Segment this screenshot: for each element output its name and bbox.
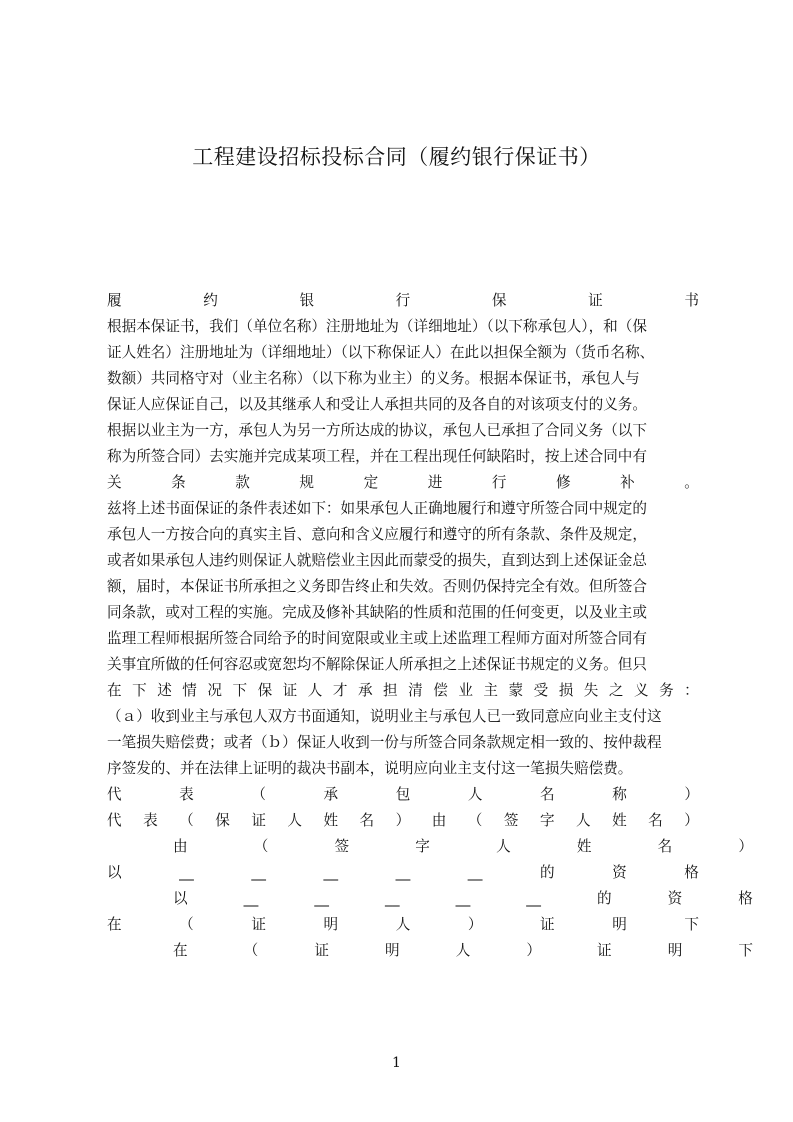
spaced-char: 名 <box>540 786 555 803</box>
paragraph-line: 序签发的、并在法律上证明的裁决书副本，说明应向业主支付这一笔损失赔偿费。 <box>107 760 633 777</box>
spaced-char: ） <box>684 812 699 829</box>
spaced-char: 在 <box>173 942 188 959</box>
spaced-char: 情 <box>182 682 197 699</box>
heading-char: 履 <box>107 292 122 309</box>
spaced-char: 在 <box>107 916 122 933</box>
spaced-char: 以 <box>173 890 188 907</box>
spaced-char: 名 <box>657 838 673 855</box>
signature-line-capacity-2 <box>173 886 753 912</box>
spaced-char: 行 <box>491 474 507 491</box>
blank-field: __ <box>314 890 329 907</box>
spaced-char: 。 <box>684 474 699 491</box>
heading-line <box>107 288 699 314</box>
spaced-char: 清 <box>408 682 423 699</box>
paragraph-line: 或者如果承包人违约则保证人就赔偿业主因此而蒙受的损失，直到达到上述保证金总 <box>107 552 647 569</box>
spaced-char: 受 <box>533 682 549 699</box>
spaced-char: 进 <box>427 474 443 491</box>
paragraph-line: 根据本保证书，我们（单位名称）注册地址为（详细地址）（以下称承包人），和（保 <box>107 318 647 335</box>
spaced-char: 明 <box>667 942 683 959</box>
paragraph-line: 证人姓名）注册地址为（详细地址）（以下称保证人）在此以担保全额为（货币名称、 <box>107 344 655 361</box>
spaced-char: 人 <box>576 812 591 829</box>
spaced-char: 修 <box>555 474 571 491</box>
blank-field: __ <box>251 864 266 881</box>
spaced-char: （ <box>253 838 269 855</box>
spaced-char: 明 <box>385 942 400 959</box>
spaced-char: 失 <box>583 682 599 699</box>
spaced-char: 下 <box>684 916 699 933</box>
spaced-char: 证 <box>597 942 612 959</box>
spaced-char: ） <box>467 916 483 933</box>
spaced-char: 业 <box>458 682 473 699</box>
spaced-char: 规 <box>299 474 315 491</box>
spaced-char: 明 <box>612 916 627 933</box>
spaced-char: ） <box>684 786 699 803</box>
spaced-char: 人 <box>467 786 483 803</box>
spaced-char: 格 <box>684 864 699 881</box>
signature-line-witness-2 <box>173 938 753 964</box>
spaced-char: 资 <box>612 864 627 881</box>
spaced-char: ） <box>395 812 411 829</box>
spaced-char: 包 <box>395 786 411 803</box>
spaced-char: 偿 <box>433 682 448 699</box>
blank-field: __ <box>526 890 541 907</box>
spaced-char: 称 <box>612 786 627 803</box>
spaced-char: 人 <box>287 812 302 829</box>
signature-line-capacity <box>107 860 699 886</box>
spaced-char: ： <box>684 682 699 699</box>
spaced-char: 人 <box>455 942 471 959</box>
paragraph-line: 保证人应保证自己，以及其继承人和受让人承担共同的及各自的对该项支付的义务。 <box>107 396 647 413</box>
spaced-char: 格 <box>738 890 753 907</box>
signature-line-guarantor <box>107 808 699 834</box>
paragraph-line: 承包人一方按合向的真实主旨、意向和含义应履行和遵守的所有条款、条件及规定， <box>107 526 647 543</box>
spaced-char: 代 <box>107 812 122 829</box>
page-number: 1 <box>392 1055 401 1071</box>
spaced-char: 证 <box>251 812 266 829</box>
spaced-char: 姓 <box>323 812 339 829</box>
spaced-char: 况 <box>207 682 222 699</box>
spaced-char: 下 <box>738 942 753 959</box>
spaced-char: 代 <box>107 786 122 803</box>
spaced-char: 签 <box>503 812 519 829</box>
blank-field: __ <box>395 864 411 881</box>
signature-line-signer <box>173 834 753 860</box>
spaced-char: 人 <box>496 838 511 855</box>
spaced-char: 补 <box>620 474 635 491</box>
spaced-char: 字 <box>539 812 555 829</box>
blank-field: __ <box>384 890 400 907</box>
blank-field: __ <box>243 890 259 907</box>
heading-char: 书 <box>684 292 699 309</box>
spaced-char: （ <box>179 812 194 829</box>
spaced-char: 证 <box>540 916 555 933</box>
spaced-char: 表 <box>179 786 194 803</box>
paragraph-line: 同条款，或对工程的实施。完成及修补其缺陷的性质和范围的任何变更，以及业主或 <box>107 604 647 621</box>
spaced-char: 务 <box>659 682 674 699</box>
spaced-char: 证 <box>314 942 329 959</box>
spaced-line <box>107 470 699 496</box>
spaced-char: 下 <box>232 682 248 699</box>
blank-field: __ <box>467 864 483 881</box>
spaced-char: 表 <box>143 812 158 829</box>
spaced-char: 由 <box>431 812 447 829</box>
spaced-char: 字 <box>415 838 430 855</box>
spaced-char: 证 <box>282 682 298 699</box>
spaced-char: 名 <box>648 812 663 829</box>
paragraph-line: 数额）共同格守对（业主名称）（以下称为业主）的义务。根据本保证书，承包人与 <box>107 370 640 387</box>
spaced-char: （ <box>467 812 483 829</box>
heading-char: 证 <box>588 292 603 309</box>
blank-field: __ <box>323 864 339 881</box>
spaced-char: 蒙 <box>508 682 524 699</box>
paragraph-line: 根据以业主为一方，承包人为另一方所达成的协议，承包人已承担了合同义务（以下 <box>107 422 647 439</box>
spaced-char: ） <box>526 942 541 959</box>
spaced-char: 明 <box>323 916 339 933</box>
spaced-char: 由 <box>173 838 188 855</box>
signature-line-witness <box>107 912 699 938</box>
spaced-char: 名 <box>359 812 375 829</box>
spaced-char: 在 <box>107 682 122 699</box>
spaced-char: 签 <box>334 838 350 855</box>
spaced-char: 款 <box>235 474 250 491</box>
spaced-char: 保 <box>257 682 273 699</box>
paragraph-line: 一笔损失赔偿费；或者（ｂ）保证人收到一份与所签合同条款规定相一致的、按仲裁程 <box>107 734 662 751</box>
blank-field: __ <box>179 864 194 881</box>
spaced-char: 证 <box>251 916 266 933</box>
spaced-char: 下 <box>132 682 147 699</box>
paragraph-line: 称为所签合同）去实施并完成某项工程，并在工程出现任何缺陷时，按上述合同中有 <box>107 448 647 465</box>
paragraph-line: （ａ）收到业主与承包人双方书面通知，说明业主与承包人已一致同意应向业主支付这 <box>107 708 662 725</box>
spaced-char: 人 <box>395 916 411 933</box>
signature-line-representative <box>107 782 699 808</box>
spaced-char: 担 <box>383 682 398 699</box>
spaced-char: 姓 <box>576 838 592 855</box>
spaced-char: （ <box>243 942 259 959</box>
blank-field: __ <box>455 890 471 907</box>
spaced-char: 承 <box>357 682 373 699</box>
document-title: 工程建设招标投标合同（履约银行保证书） <box>192 145 601 169</box>
spaced-char: ） <box>738 838 753 855</box>
spaced-char: 的 <box>539 864 555 881</box>
heading-char: 保 <box>491 292 507 309</box>
spaced-char: 条 <box>171 474 186 491</box>
paragraph-line: 关事宜所做的任何容忍或宽恕均不解除保证人所承担之上述保证书规定的义务。但只 <box>107 656 647 673</box>
spaced-char: 资 <box>667 890 683 907</box>
paragraph-line: 兹将上述书面保证的条件表述如下：如果承包人正确地履行和遵守所签合同中规定的 <box>107 500 647 517</box>
spaced-char: 承 <box>323 786 339 803</box>
spaced-char: 主 <box>483 682 499 699</box>
paragraph-line: 监理工程师根据所签合同给予的时间宽限或业主或上述监理工程师方面对所签合同有 <box>107 630 647 647</box>
spaced-char: 损 <box>558 682 574 699</box>
spaced-char: 才 <box>332 682 348 699</box>
spaced-char: 之 <box>608 682 624 699</box>
document-body <box>107 288 753 964</box>
spaced-char: 保 <box>215 812 230 829</box>
spaced-char: 以 <box>107 864 122 881</box>
heading-char: 银 <box>299 292 315 309</box>
spaced-char: （ <box>251 786 266 803</box>
spaced-char: 定 <box>363 474 379 491</box>
paragraph-line: 额，届时，本保证书所承担之义务即告终止和失效。否则仍保持完全有效。但所签合 <box>107 578 647 595</box>
spaced-line <box>107 678 699 704</box>
spaced-char: （ <box>179 916 194 933</box>
heading-char: 约 <box>203 292 218 309</box>
spaced-char: 人 <box>307 682 323 699</box>
spaced-char: 的 <box>596 890 612 907</box>
spaced-char: 述 <box>157 682 172 699</box>
heading-char: 行 <box>395 292 411 309</box>
spaced-char: 关 <box>107 474 122 491</box>
spaced-char: 义 <box>633 682 649 699</box>
spaced-char: 姓 <box>612 812 627 829</box>
